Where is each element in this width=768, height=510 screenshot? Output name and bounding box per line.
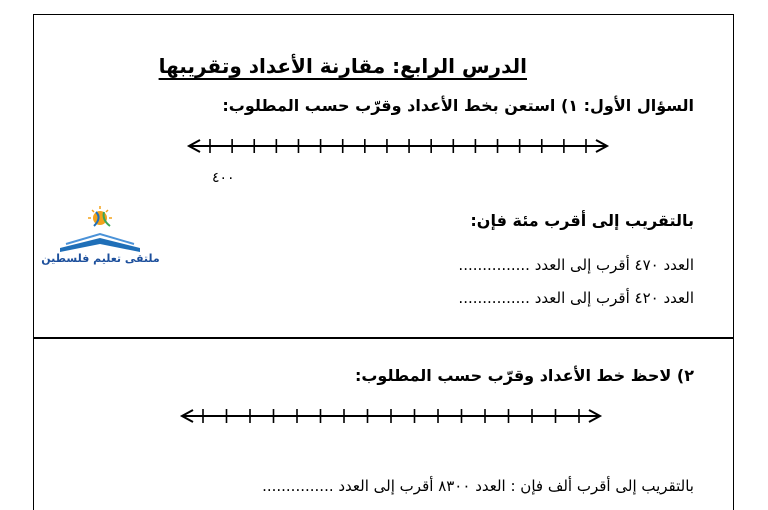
frame-top-border (33, 14, 734, 15)
book-logo-icon (38, 204, 163, 254)
rounding-line-420: العدد ٤٢٠ أقرب إلى العدد ............... (458, 289, 694, 307)
frame-right-border (733, 14, 734, 510)
frame-left-border (33, 14, 34, 510)
lesson-title: الدرس الرابع: مقارنة الأعداد وتقريبها (158, 54, 527, 78)
number-line-1 (186, 136, 610, 156)
number-line-1-label: ٤٠٠ (212, 170, 235, 186)
rounding-line-470: العدد ٤٧٠ أقرب إلى العدد ............... (458, 256, 694, 274)
number-line-2 (179, 406, 603, 426)
question-2-prompt: ٢) لاحظ خط الأعداد وقرّب حسب المطلوب: (354, 366, 694, 385)
question-1-prompt: السؤال الأول: ١) استعن بخط الأعداد وقرّب حسب المطلوب: (222, 96, 694, 115)
site-logo-text: ملتقى تعليم فلسطين (41, 252, 160, 265)
round-to-hundred-heading: بالتقريب إلى أقرب مئة فإن: (470, 211, 694, 230)
section-divider (33, 337, 734, 339)
rounding-line-8300: بالتقريب إلى أقرب ألف فإن : العدد ٨٣٠٠ أقرب إلى العدد ............... (262, 477, 694, 495)
